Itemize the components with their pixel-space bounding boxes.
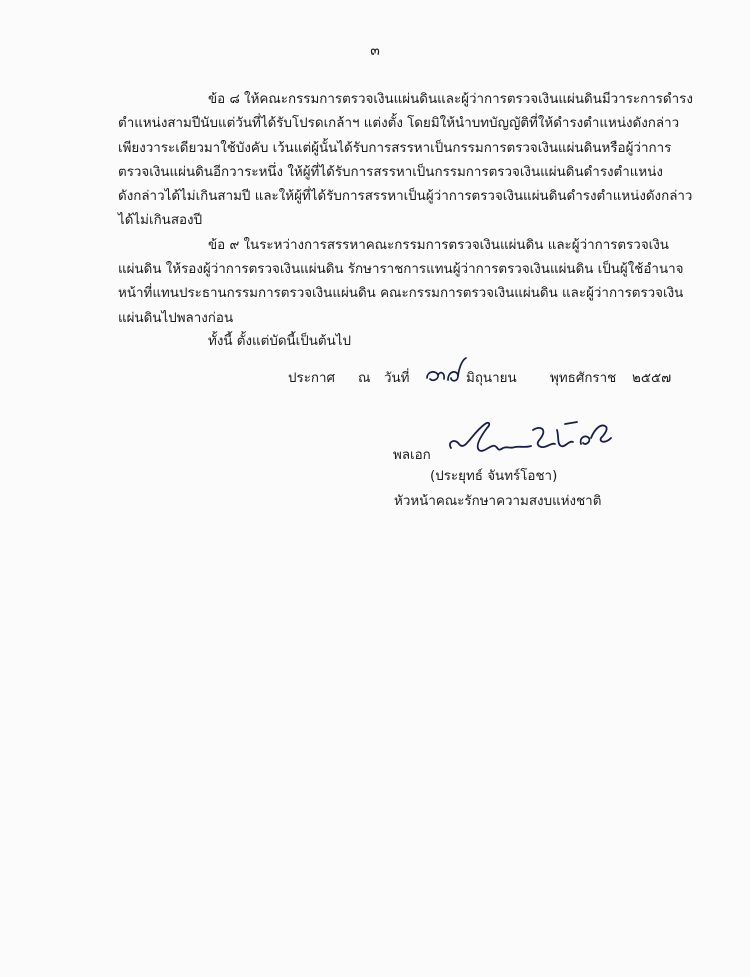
effective-clause: ทั้งนี้ ตั้งแต่บัดนี้เป็นต้นไป [208, 334, 352, 349]
signature-image [445, 416, 625, 466]
article-8-line: เพียงวาระเดียวมาใช้บังคับ เว้นแต่ผู้นั้นได้รับการสรรหาเป็นกรรมการตรวจเงินแผ่นดินหรือผู้ว่าการ [118, 140, 672, 156]
article-8-line: ข้อ ๘ ให้คณะกรรมการตรวจเงินแผ่นดินและผู้ว่าการตรวจเงินแผ่นดินมีวาระการดำรง [208, 92, 693, 107]
signer-name: (ประยุทธ์ จันทร์โอชา) [430, 469, 558, 484]
announced-label: ประกาศ [288, 371, 336, 386]
article-9 [118, 234, 700, 331]
signer-rank: พลเอก [393, 448, 431, 463]
article-9-line: ข้อ ๙ ในระหว่างการสรรหาคณะกรรมการตรวจเงินแผ่นดิน และผู้ว่าการตรวจเงิน [208, 237, 669, 253]
article-8-line: ตรวจเงินแผ่นดินอีกวาระหนึ่ง ให้ผู้ที่ได้รับการสรรหาเป็นกรรมการตรวจเงินแผ่นดินดำรงตำแหน่ง [118, 164, 663, 180]
document-body [118, 88, 700, 331]
handwritten-day-image [424, 356, 474, 390]
article-8-line: ได้ไม่เกินสองปี [118, 213, 203, 229]
year-text: ๒๕๕๗ [632, 371, 672, 386]
article-9-line: หน้าที่แทนประธานกรรมการตรวจเงินแผ่นดิน คณะกรรมการตรวจเงินแผ่นดิน และผู้ว่าการตรวจเงิน [118, 286, 684, 302]
article-9-line: แผ่นดิน ให้รองผู้ว่าการตรวจเงินแผ่นดิน รักษาราชการแทนผู้ว่าการตรวจเงินแผ่นดิน เป็นผู้ใช้อำนาจ [118, 262, 684, 278]
day-label: วันที่ [384, 371, 410, 386]
article-8-line: ดังกล่าวได้ไม่เกินสามปี และให้ผู้ที่ได้รับการสรรหาเป็นผู้ว่าการตรวจเงินแผ่นดินดำรงตำแหน่งดังกล่าว [118, 189, 693, 205]
at-label: ณ [358, 371, 371, 386]
month-text: มิถุนายน [466, 371, 517, 386]
article-9-line: แผ่นดินไปพลางก่อน [118, 310, 234, 326]
article-8-line: ตำแหน่งสามปีนับแต่วันที่ได้รับโปรดเกล้าฯ แต่งตั้ง โดยมิให้นำบทบัญญัติที่ให้ดำรงตำแหน่งดังกล่าว [118, 116, 680, 132]
era-label: พุทธศักราช [550, 371, 617, 386]
signer-title: หัวหน้าคณะรักษาความสงบแห่งชาติ [394, 494, 602, 509]
page-number: ๓ [370, 43, 380, 59]
article-8 [118, 88, 700, 234]
